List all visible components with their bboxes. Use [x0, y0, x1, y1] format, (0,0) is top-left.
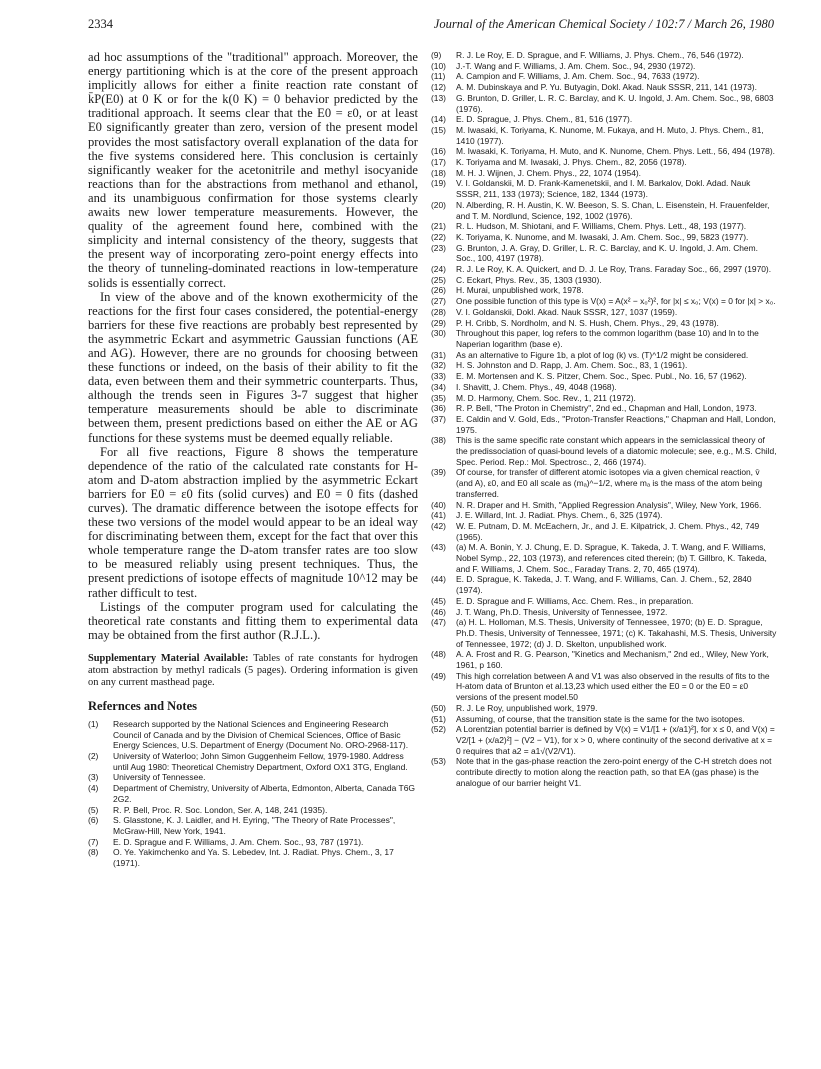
body-paragraph: For all five reactions, Figure 8 shows the temperature dependence of the ratio of the calculated rate constants for H-atom and D-atom abstraction implied by the asymmetric Eckart barriers for E0 = ε0 fits (solid curves) and E0 = 0 fits (dashed curves). The dramatic difference between the isotope effects for these two versions of the model would appear to be an ideal way for discriminating between them, except for the fact that over this whole temperature range the D-atom transfer rates are too slow to be measured reliably using present techniques. Thus, the present predictions of isotope effects of magnitude 10^12 may be rather difficult to test. — [88, 444, 418, 600]
reference-text: M. Iwasaki, K. Toriyama, H. Muto, and K. Nunome, Chem. Phys. Lett., 56, 494 (1978). — [456, 146, 775, 157]
reference-number: (37) — [431, 413, 446, 424]
reference-text: University of Tennessee. — [113, 772, 206, 783]
reference-item — [88, 719, 418, 751]
reference-number: (21) — [431, 221, 446, 232]
reference-item — [431, 61, 777, 72]
reference-number: (45) — [431, 595, 446, 606]
reference-number: (34) — [431, 381, 446, 392]
reference-item — [431, 714, 777, 725]
reference-item — [431, 275, 777, 286]
reference-number: (16) — [431, 146, 446, 157]
reference-item — [431, 403, 777, 414]
reference-item — [431, 542, 777, 574]
reference-text: Note that in the gas-phase reaction the zero-point energy of the C-H stretch does not contribute directly to motion along the reaction path, so that EA (gas phase) is the analogue of our barrier height V1. — [456, 756, 772, 788]
reference-item — [431, 360, 777, 371]
reference-number: (46) — [431, 606, 446, 617]
reference-item — [431, 467, 777, 499]
reference-text: K. Toriyama, K. Nunome, and M. Iwasaki, J. Am. Chem. Soc., 99, 5823 (1977). — [456, 231, 749, 242]
reference-text: V. I. Goldanskii, M. D. Frank-Kamenetskii, and I. M. Barkalov, Dokl. Adad. Nauk SSSR, 211, 133 (1973); Science, 182, 1344 (1973). — [456, 178, 751, 200]
reference-item — [431, 157, 777, 168]
references-heading: Refernces and Notes — [88, 698, 198, 713]
reference-text: O. Ye. Yakimchenko and Ya. S. Lebedev, Int. J. Radiat. Phys. Chem., 3, 17 (1971). — [113, 847, 394, 869]
reference-text: H. Murai, unpublished work, 1978. — [456, 285, 584, 296]
reference-number: (42) — [431, 520, 446, 531]
reference-number: (47) — [431, 617, 446, 628]
reference-item — [431, 649, 777, 670]
reference-number: (26) — [431, 285, 446, 296]
reference-number: (35) — [431, 392, 446, 403]
reference-number: (1) — [88, 718, 99, 729]
reference-item — [88, 751, 418, 772]
reference-item — [431, 393, 777, 404]
reference-number: (53) — [431, 756, 446, 767]
reference-text: University of Waterloo; John Simon Guggenheim Fellow, 1979-1980. Address until Aug 1980: Theoretical Chemistry Department, Oxford OX1 3TG, England. — [113, 751, 408, 772]
reference-text: K. Toriyama and M. Iwasaki, J. Phys. Chem., 82, 2056 (1978). — [456, 157, 687, 168]
reference-text: A. Campion and F. Williams, J. Am. Chem. Soc., 94, 7633 (1972). — [456, 71, 700, 82]
reference-item — [88, 772, 418, 783]
reference-number: (28) — [431, 306, 446, 317]
reference-number: (40) — [431, 499, 446, 510]
reference-item — [431, 125, 777, 146]
body-paragraph: ad hoc assumptions of the "traditional" approach. Moreover, the energy partitioning which is at the core of the present approach implicitly allows for either a finite reaction rate constant of k̄P(E0) at 0 K or for the k(0 K) = 0 behavior predicted by the traditional approach. It seems clear that the E0 = ε0, or at least E0 significantly greater than zero, version of the present model provides the most satisfactory overall explanation of the data for the five systems considered here. This conclusion is certainly significantly weaker for the acetonitrile and methyl isocyanide reactions than for the abstractions from methanol and ethanol, and its unambiguous confirmation for those systems clearly awaits new lower temperature measurements. However, the quality of the agreement found here, combined with the simplicity and internal consistency of the theory, suggests that the present way of incorporating zero-point energy effects into the theory of tunneling-dominated reactions in low-temperature solids is essentially correct. — [88, 50, 418, 290]
reference-text: Throughout this paper, log refers to the common logarithm (base 10) and ln to the Naperian logarithm (base e). — [456, 328, 759, 349]
reference-item — [431, 756, 777, 788]
reference-number: (7) — [88, 836, 99, 847]
references-list-right — [431, 50, 777, 789]
reference-text: E. D. Sprague, J. Phys. Chem., 81, 516 (1977). — [456, 114, 633, 125]
reference-item — [431, 146, 777, 157]
reference-text: R. J. Le Roy, unpublished work, 1979. — [456, 702, 598, 713]
reference-number: (2) — [88, 751, 99, 762]
reference-number: (15) — [431, 124, 446, 135]
reference-text: H. S. Johnston and D. Rapp, J. Am. Chem. Soc., 83, 1 (1961). — [456, 360, 688, 371]
reference-number: (25) — [431, 274, 446, 285]
running-header — [88, 14, 774, 34]
reference-item — [431, 318, 777, 329]
reference-item — [431, 232, 777, 243]
reference-number: (12) — [431, 82, 446, 93]
reference-text: G. Brunton, D. Griller, L. R. C. Barclay, and K. U. Ingold, J. Am. Chem. Soc., 98, 6803 (1976). — [456, 92, 774, 114]
reference-item — [431, 596, 777, 607]
reference-text: J. T. Wang, Ph.D. Thesis, University of Tennessee, 1972. — [456, 606, 668, 617]
reference-item — [431, 350, 777, 361]
body-paragraph: Listings of the computer program used for calculating the theoretical rate constants and fitting them to experimental data may be obtained from the first author (R.J.L.). — [88, 599, 418, 642]
reference-item — [431, 200, 777, 221]
reference-item — [431, 574, 777, 595]
reference-number: (24) — [431, 264, 446, 275]
reference-number: (10) — [431, 60, 446, 71]
reference-item — [431, 382, 777, 393]
reference-item — [431, 607, 777, 618]
reference-item — [431, 93, 777, 114]
reference-text: As an alternative to Figure 1b, a plot of log (k) vs. (T)^1/2 might be considered. — [456, 349, 749, 360]
reference-text: N. Alberding, R. H. Austin, K. W. Beeson, S. S. Chan, L. Eisenstein, H. Frauenfelder, and T. M. Nordlund, Science, 192, 1002 (1976). — [456, 199, 770, 221]
reference-number: (5) — [88, 804, 99, 815]
reference-number: (19) — [431, 178, 446, 189]
reference-text: (a) M. A. Bonin, Y. J. Chung, E. D. Sprague, K. Takeda, J. T. Wang, and F. Williams, Nobel Symp., 22, 103 (1973), and references cited therein; (b) T. Gillbro, K. Takeda, and F. Williams, J. Chem. Soc., Faraday Trans. 2, 70, 465 (1974). — [456, 542, 767, 574]
reference-text: M. D. Harmony, Chem. Soc. Rev., 1, 211 (1972). — [456, 392, 636, 403]
reference-number: (13) — [431, 92, 446, 103]
reference-number: (22) — [431, 231, 446, 242]
reference-text: R. P. Bell, Proc. R. Soc. London, Ser. A, 148, 241 (1935). — [113, 804, 328, 815]
reference-text: One possible function of this type is V(x) = A(x² − x₀²)², for |x| ≤ x₀; V(x) = 0 for |x| > x₀. — [456, 296, 776, 307]
reference-item — [431, 328, 777, 349]
reference-item — [431, 435, 777, 467]
reference-number: (44) — [431, 574, 446, 585]
page-number: 2334 — [88, 17, 113, 31]
reference-item — [431, 296, 777, 307]
reference-text: W. E. Putnam, D. M. McEachern, Jr., and J. E. Kilpatrick, J. Chem. Phys., 42, 749 (1965). — [456, 520, 760, 542]
reference-item — [431, 703, 777, 714]
reference-item — [431, 617, 777, 649]
reference-text: R. P. Bell, "The Proton in Chemistry", 2nd ed., Chapman and Hall, London, 1973. — [456, 403, 757, 414]
supplementary-material — [88, 653, 418, 689]
reference-number: (9) — [431, 50, 442, 60]
reference-number: (20) — [431, 199, 446, 210]
reference-item — [431, 178, 777, 199]
reference-number: (18) — [431, 167, 446, 178]
reference-text: (a) H. L. Holloman, M.S. Thesis, University of Tennessee, 1970; (b) E. D. Sprague, Ph.D. Thesis, University of Tennessee, 1971; (c) K. Takahashi, M.S. Thesis, University of Tennessee, 1972; (d) J. D. Skelton, unpublished work. — [456, 617, 777, 649]
reference-item — [431, 243, 777, 264]
reference-text: E. D. Sprague and F. Williams, Acc. Chem. Res., in preparation. — [456, 595, 694, 606]
reference-item — [431, 71, 777, 82]
reference-item — [431, 168, 777, 179]
reference-text: Of course, for transfer of different atomic isotopes via a given chemical reaction, v̄ (and A), ε0, and E0 all scale as (mₐ)^−1/2, where mₐ is the mass of the atom being transferred. — [456, 467, 763, 499]
reference-item — [88, 805, 418, 816]
reference-item — [431, 371, 777, 382]
reference-item — [431, 307, 777, 318]
reference-number: (31) — [431, 349, 446, 360]
reference-number: (32) — [431, 360, 446, 371]
reference-text: R. J. Le Roy, K. A. Quickert, and D. J. Le Roy, Trans. Faraday Soc., 66, 2997 (1970). — [456, 264, 772, 275]
reference-text: S. Glasstone, K. J. Laidler, and H. Eyring, "The Theory of Rate Processes", McGraw-Hill, New York, 1941. — [113, 815, 396, 836]
reference-item — [431, 114, 777, 125]
reference-text: Assuming, of course, that the transition state is the same for the two isotopes. — [456, 713, 745, 724]
reference-number: (50) — [431, 702, 446, 713]
reference-text: R. L. Hudson, M. Shiotani, and F. Williams, Chem. Phys. Lett., 48, 193 (1977). — [456, 221, 747, 232]
references-list-left — [88, 719, 418, 869]
reference-number: (52) — [431, 724, 446, 735]
reference-number: (38) — [431, 435, 446, 446]
supplementary-label: Supplementary Material Available: — [88, 652, 249, 664]
reference-text: E. M. Mortensen and K. S. Pitzer, Chem. Soc., Spec. Publ., No. 16, 57 (1962). — [456, 371, 747, 382]
reference-text: M. H. J. Wijnen, J. Chem. Phys., 22, 1074 (1954). — [456, 167, 642, 178]
reference-number: (48) — [431, 649, 446, 660]
reference-item — [431, 264, 777, 275]
reference-text: A. A. Frost and R. G. Pearson, "Kinetics and Mechanism," 2nd ed., Wiley, New York, 1961, p 160. — [456, 649, 769, 671]
reference-item — [431, 221, 777, 232]
reference-item — [431, 521, 777, 542]
reference-item — [88, 847, 418, 868]
reference-number: (51) — [431, 713, 446, 724]
reference-number: (4) — [88, 783, 99, 794]
reference-item — [431, 50, 777, 61]
reference-number: (3) — [88, 772, 99, 783]
reference-number: (36) — [431, 403, 446, 414]
reference-text: This is the same specific rate constant which appears in the semiclassical theory of the predissociation of quasi-bound levels of a diatomic molecule; see, e.g., M.S. Child, Spec. Period. Rep.: Mol. Spectrosc., 2, 466 (1974). — [456, 435, 777, 467]
reference-number: (49) — [431, 670, 446, 681]
reference-text: A Lorentzian potential barrier is defined by V(x) = V1/[1 + (x/a1)²], for x ≤ 0, and V(x) = V2/[1 + (x/a2)²] − (V2 − V1), for x > 0, where continuity of the second derivative at x = 0 requires that a2 = a1√(V2/V1). — [456, 724, 775, 756]
reference-number: (11) — [431, 71, 446, 82]
reference-text: Department of Chemistry, University of Alberta, Edmonton, Alberta, Canada T6G 2G2. — [113, 783, 416, 804]
reference-text: E. D. Sprague and F. Williams, J. Am. Chem. Soc., 93, 787 (1971). — [113, 836, 364, 847]
right-column — [431, 50, 777, 789]
reference-number: (27) — [431, 296, 446, 307]
reference-text: Research supported by the National Sciences and Engineering Research Council of Canada and by the Division of Chemical Sciences, Office of Basic Energy Sciences, U.S. Department of Energy (Document No. ORO-2968-117). — [113, 718, 409, 751]
reference-text: A. M. Dubinskaya and P. Yu. Butyagin, Dokl. Akad. Nauk SSSR, 211, 141 (1973). — [456, 82, 757, 93]
reference-item — [431, 671, 777, 703]
reference-number: (43) — [431, 542, 446, 553]
reference-item — [88, 837, 418, 848]
reference-number: (29) — [431, 317, 446, 328]
reference-number: (23) — [431, 242, 446, 253]
reference-text: N. R. Draper and H. Smith, "Applied Regression Analysis", Wiley, New York, 1966. — [456, 499, 762, 510]
reference-text: C. Eckart, Phys. Rev., 35, 1303 (1930). — [456, 274, 602, 285]
reference-number: (41) — [431, 510, 446, 521]
reference-text: E. Caldin and V. Gold, Eds., "Proton-Transfer Reactions," Chapman and Hall, London, 1975. — [456, 413, 776, 435]
reference-number: (8) — [88, 847, 99, 858]
reference-item — [431, 414, 777, 435]
reference-text: J.-T. Wang and F. Williams, J. Am. Chem. Soc., 94, 2930 (1972). — [456, 60, 696, 71]
body-paragraph: In view of the above and of the known exothermicity of the reactions for the first four cases considered, the potential-energy barriers for these five reactions are probably best represented by the asymmetric Eckart and asymmetric Gaussian functions (AE and AG). However, there are no grounds for choosing between these functions or indeed, on the basis of their ability to fit the data, even between them and their symmetric counterparts. Thus, although the trends seen in Figures 3-7 suggest that higher temperature measurements should be able to discriminate between them, present predictions based on either the AE or AG functions for these systems must be deemed equally reliable. — [88, 289, 418, 445]
reference-text: E. D. Sprague, K. Takeda, J. T. Wang, and F. Williams, Can. J. Chem., 52, 2840 (1974). — [456, 574, 752, 596]
reference-item — [431, 724, 777, 756]
reference-number: (30) — [431, 328, 446, 339]
reference-number: (14) — [431, 114, 446, 125]
reference-number: (17) — [431, 157, 446, 168]
reference-text: G. Brunton, J. A. Gray, D. Griller, L. R. C. Barclay, and K. U. Ingold, J. Am. Chem. Soc., 100, 4197 (1978). — [456, 242, 758, 264]
supplementary-text: Tables of rate constants for hydrogen atom abstraction by methyl radicals (5 pages). Ordering information is given on any current masthead page. — [88, 652, 418, 688]
left-column — [88, 50, 418, 869]
reference-text: P. H. Cribb, S. Nordholm, and N. S. Hush, Chem. Phys., 29, 43 (1978). — [456, 317, 719, 328]
reference-text: J. E. Willard, Int. J. Radiat. Phys. Chem., 6, 325 (1974). — [456, 510, 663, 521]
reference-text: I. Shavitt, J. Chem. Phys., 49, 4048 (1968). — [456, 381, 617, 392]
reference-item — [431, 285, 777, 296]
reference-number: (33) — [431, 371, 446, 382]
reference-text: This high correlation between A and V1 was also observed in the results of fits to the H-atom data of Brunton et al.13,23 which used either the E0 = 0 or the E0 = ε0 versions of the present model.50 — [456, 670, 770, 703]
reference-item — [88, 815, 418, 836]
reference-item — [431, 82, 777, 93]
reference-text: V. I. Goldanskii, Dokl. Akad. Nauk SSSR, 127, 1037 (1959). — [456, 306, 678, 317]
reference-text: R. J. Le Roy, E. D. Sprague, and F. Williams, J. Phys. Chem., 76, 546 (1972). — [456, 50, 744, 60]
reference-item — [88, 783, 418, 804]
reference-number: (6) — [88, 815, 99, 826]
reference-number: (39) — [431, 467, 446, 478]
journal-citation: Journal of the American Chemical Society / 102:7 / March 26, 1980 — [433, 17, 774, 31]
reference-text: M. Iwasaki, K. Toriyama, K. Nunome, M. Fukaya, and H. Muto, J. Phys. Chem., 81, 1410 (1977). — [456, 124, 764, 146]
reference-item — [431, 510, 777, 521]
reference-item — [431, 500, 777, 511]
